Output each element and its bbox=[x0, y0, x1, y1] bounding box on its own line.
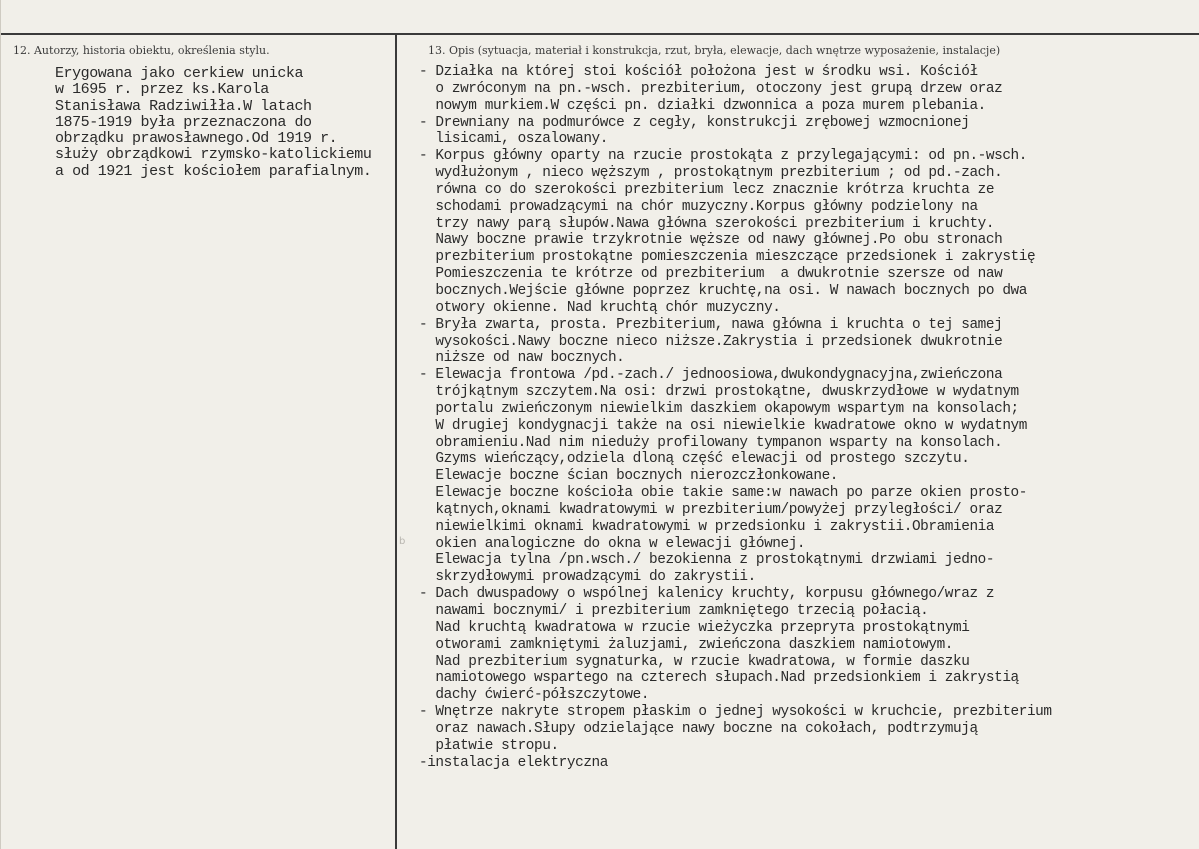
stray-mark: b bbox=[399, 536, 406, 547]
description-line: oraz nawach.Słupy odzielające nawy boczne na cokołach, podtrzymują bbox=[419, 720, 978, 737]
history-line: a od 1921 jest kościołem parafialnym. bbox=[55, 162, 372, 180]
description-line: okien analogiczne do okna w elewacji głównej. bbox=[419, 535, 806, 552]
description-line: wysokości.Nawy boczne nieco niższe.Zakrystia i przedsionek dwukrotnie bbox=[419, 333, 1003, 350]
description-line: Pomieszczenia te krótrze od prezbiterium a dwukrotnie szersze od naw bbox=[419, 266, 1003, 283]
description-line: - Korpus główny oparty na rzucie prostokąta z przylegającymi: od pn.-wsch. bbox=[419, 148, 1027, 165]
description-line: niewielkimi oknami kwadratowymi w przedsionku i zakrystii.Obramienia bbox=[419, 518, 995, 535]
description-line: dachy ćwierć-półszczytowe. bbox=[419, 687, 650, 704]
description-line: Gzyms wieńczący,odziela dloną część elewacji od prostego szczytu. bbox=[419, 451, 970, 468]
description-line: niższe od naw bocznych. bbox=[419, 350, 625, 367]
description-line: otwory okienne. Nad kruchtą chór muzyczny. bbox=[419, 299, 781, 316]
description-line: - Wnętrze nakryte stropem płaskim o jednej wysokości w kruchcie, prezbiterium bbox=[419, 704, 1052, 721]
description-line: namiotowego wspartego na czterech słupach.Nad przedsionkiem i zakrystią bbox=[419, 670, 1019, 687]
history-line: Erygowana jako cerkiew unicka bbox=[55, 65, 303, 82]
description-line: Nad prezbiterium sygnaturka, w rzucie kwadratowa, w formie daszku bbox=[419, 653, 970, 670]
description-line: nawami bocznymi/ i prezbiterium zamkniętego trzecią połacią. bbox=[419, 603, 929, 619]
description-line: trójkątnym szczytem.Na osi: drzwi prostokątne, dwuskrzydłowe w wydatnym bbox=[419, 384, 1019, 401]
description-line: - Drewniany na podmurówce z cegły, konstrukcji zrębowej wzmocnionej bbox=[419, 114, 970, 131]
description-line: -instalacja elektryczna bbox=[419, 754, 608, 771]
history-line: w 1695 r. przez ks.Karola bbox=[55, 81, 269, 99]
description-line: Elewacje boczne kościoła obie takie same:w nawach po parze okien prosto- bbox=[419, 485, 1027, 502]
description-line: bocznych.Wejście główne poprzez kruchtę,na osi. W nawach bocznych po dwa bbox=[419, 282, 1027, 299]
description-text bbox=[419, 64, 1052, 771]
history-line: obrządku prawosławnego.Od 1919 r. bbox=[55, 130, 338, 148]
description-line: - Elewacja frontowa /pd.-zach./ jednoosiowa,dwukondygnacyjna,zwieńczona bbox=[419, 367, 1003, 384]
column-divider bbox=[395, 33, 397, 849]
description-line: W drugiej kondygnacji także na osi niewielkie kwadratowe okno w wydatnym bbox=[419, 417, 1027, 434]
description-line: obramieniu.Nad nim nieduży profilowany tympanon wsparty na konsolach. bbox=[419, 434, 1003, 451]
description-line: otworami zamkniętymi żaluzjami, zwieńczona daszkiem namiotowym. bbox=[419, 636, 954, 653]
description-line: równa co do szerokości prezbiterium lecz znacznie krótrza kruchta ze bbox=[419, 181, 995, 198]
description-line: - Dach dwuspadowy o wspólnej kalenicy kruchty, korpusu głównego/wraz z bbox=[419, 586, 995, 603]
description-line: Elewacja tylna /pn.wsch./ bezokienna z prostokątnymi drzwiami jedno- bbox=[419, 552, 995, 569]
description-line: trzy nawy parą słupów.Nawa główna szerokości prezbiterium i kruchty. bbox=[419, 215, 995, 232]
description-line: - Bryła zwarta, prosta. Prezbiterium, nawa główna i kruchta o tej samej bbox=[419, 316, 1003, 333]
description-line: o zwróconym na pn.-wsch. prezbiterium, otoczony jest grupą drzew oraz bbox=[419, 80, 1003, 97]
description-line: kątnych,oknami kwadratowymi w prezbiterium/powyżej przyległości/ oraz bbox=[419, 501, 1003, 518]
header-description: 13. Opis (sytuacja, materiał i konstrukcja, rzut, bryła, elewacje, dach wnętrze wyposażenie, instalacje) bbox=[428, 44, 1001, 57]
header-divider bbox=[1, 33, 1199, 35]
history-line: Stanisława Radziwiłła.W latach bbox=[55, 97, 312, 115]
history-text bbox=[55, 66, 371, 180]
description-line: schodami prowadzącymi na chór muzyczny.Korpus główny podzielony na bbox=[419, 198, 978, 215]
description-line: Elewacje boczne ścian bocznych nierozczłonkowane. bbox=[419, 468, 839, 485]
description-line: płatwie stropu. bbox=[419, 737, 559, 754]
description-line: portalu zwieńczonym niewielkim daszkiem okapowym wspartym na konsolach; bbox=[419, 400, 1019, 417]
description-line: - Działka na której stoi kościół położona jest w środku wsi. Kościół bbox=[419, 64, 978, 80]
description-line: nowym murkiem.W części pn. działki dzwonnica a poza murem plebania. bbox=[419, 97, 986, 114]
description-line: prezbiterium prostokątne pomieszczenia mieszczące przedsionek i zakrystię bbox=[419, 249, 1036, 266]
description-line: Nad kruchtą kwadratowa w rzucie wieżyczka przeprута prostokątnymi bbox=[419, 619, 970, 636]
description-line: lisicami, oszalowany. bbox=[419, 131, 608, 148]
history-line: służy obrządkowi rzymsko-katolickiemu bbox=[55, 146, 372, 164]
description-line: wydłużonym , nieco węższym , prostokątnym prezbiterium ; od pd.-zach. bbox=[419, 165, 1003, 182]
description-line: skrzydłowymi prowadzącymi do zakrystii. bbox=[419, 569, 756, 586]
description-line: Nawy boczne prawie trzykrotnie węższe od nawy głównej.Po obu stronach bbox=[419, 232, 1003, 249]
header-authors-history: 12. Autorzy, historia obiektu, określenia stylu. bbox=[13, 44, 270, 57]
history-line: 1875-1919 była przeznaczona do bbox=[55, 113, 312, 131]
